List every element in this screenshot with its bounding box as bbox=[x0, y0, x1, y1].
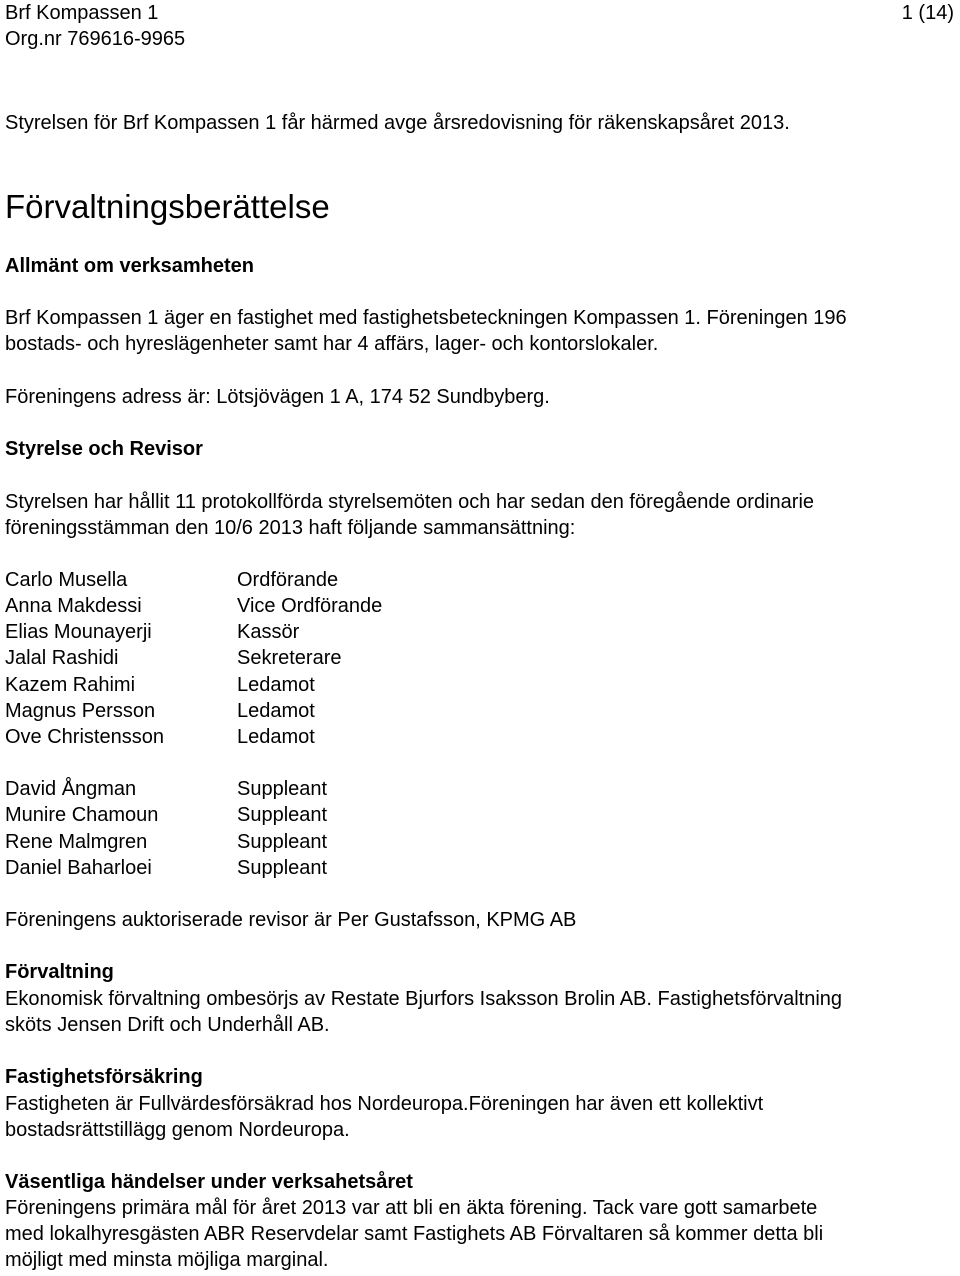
events-text-line: med lokalhyresgästen ABR Reservdelar samt Fastighets AB Förvaltaren så kommer detta bli bbox=[5, 1223, 824, 1245]
general-paragraph-line: bostads- och hyreslägenheter samt har 4 affärs, lager- och kontorslokaler. bbox=[5, 333, 659, 355]
member-role: Ledamot bbox=[237, 700, 315, 722]
general-paragraph-line: Brf Kompassen 1 äger en fastighet med fastighetsbeteckningen Kompassen 1. Föreningen 196 bbox=[5, 307, 847, 329]
member-name: Carlo Musella bbox=[5, 569, 128, 591]
member-name: Jalal Rashidi bbox=[5, 647, 119, 669]
substitute-row bbox=[5, 829, 328, 855]
member-role: Kassör bbox=[237, 621, 300, 643]
substitute-role: Suppleant bbox=[237, 778, 328, 800]
events-text-line: Föreningens primära mål för året 2013 var att bli en äkta förening. Tack vare gott samarbete bbox=[5, 1197, 818, 1219]
member-row bbox=[5, 724, 315, 750]
substitute-name: David Ångman bbox=[5, 778, 137, 800]
org-name: Brf Kompassen 1 bbox=[5, 2, 159, 24]
substitute-row bbox=[5, 776, 328, 802]
substitute-role: Suppleant bbox=[237, 831, 328, 853]
substitute-name: Rene Malmgren bbox=[5, 831, 148, 853]
substitute-role: Suppleant bbox=[237, 857, 328, 879]
auditor-text: Föreningens auktoriserade revisor är Per Gustafsson, KPMG AB bbox=[5, 909, 577, 931]
member-role: Ordförande bbox=[237, 569, 339, 591]
substitute-name: Daniel Baharloei bbox=[5, 857, 152, 879]
member-row bbox=[5, 672, 315, 698]
member-role: Ledamot bbox=[237, 674, 315, 696]
management-text-line: sköts Jensen Drift och Underhåll AB. bbox=[5, 1014, 330, 1036]
member-role: Ledamot bbox=[237, 726, 315, 748]
substitute-row bbox=[5, 855, 328, 881]
member-row bbox=[5, 645, 342, 671]
management-text-line: Ekonomisk förvaltning ombesörjs av Restate Bjurfors Isaksson Brolin AB. Fastighetsförvaltning bbox=[5, 988, 843, 1010]
board-heading: Styrelse och Revisor bbox=[5, 438, 203, 460]
member-name: Elias Mounayerji bbox=[5, 621, 152, 643]
events-text-line: möjligt med minsta möjliga marginal. bbox=[5, 1249, 329, 1271]
substitute-row bbox=[5, 802, 328, 828]
page-number: 1 (14) bbox=[901, 2, 954, 24]
member-row bbox=[5, 593, 383, 619]
general-heading: Allmänt om verksamheten bbox=[5, 255, 254, 277]
management-heading: Förvaltning bbox=[5, 961, 114, 983]
member-name: Kazem Rahimi bbox=[5, 674, 136, 696]
events-heading: Väsentliga händelser under verksahetsåret bbox=[5, 1171, 413, 1193]
member-name: Anna Makdessi bbox=[5, 595, 142, 617]
member-row bbox=[5, 567, 339, 593]
intro-text: Styrelsen för Brf Kompassen 1 får härmed avge årsredovisning för räkenskapsåret 2013. bbox=[5, 112, 790, 134]
member-row bbox=[5, 698, 315, 724]
insurance-text-line: Fastigheten är Fullvärdesförsäkrad hos Nordeuropa.Föreningen har även ett kollektivt bbox=[5, 1093, 764, 1115]
org-number: Org.nr 769616-9965 bbox=[5, 28, 186, 50]
member-name: Magnus Persson bbox=[5, 700, 156, 722]
member-role: Vice Ordförande bbox=[237, 595, 383, 617]
member-name: Ove Christensson bbox=[5, 726, 164, 748]
member-row bbox=[5, 619, 300, 645]
page-title: Förvaltningsberättelse bbox=[5, 188, 330, 225]
substitute-role: Suppleant bbox=[237, 804, 328, 826]
member-role: Sekreterare bbox=[237, 647, 342, 669]
board-paragraph-line: föreningsstämman den 10/6 2013 haft följande sammansättning: bbox=[5, 517, 576, 539]
address-text: Föreningens adress är: Lötsjövägen 1 A, 174 52 Sundbyberg. bbox=[5, 386, 550, 408]
insurance-text-line: bostadsrättstillägg genom Nordeuropa. bbox=[5, 1119, 350, 1141]
board-paragraph-line: Styrelsen har hållit 11 protokollförda styrelsemöten och har sedan den föregående ordinarie bbox=[5, 491, 815, 513]
insurance-heading: Fastighetsförsäkring bbox=[5, 1066, 203, 1088]
substitute-name: Munire Chamoun bbox=[5, 804, 159, 826]
